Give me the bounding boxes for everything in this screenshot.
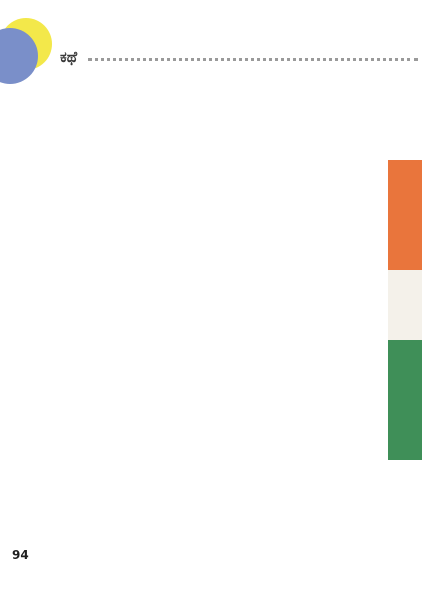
white-band <box>388 270 422 340</box>
corner-decoration <box>0 14 58 90</box>
page-number: 94 <box>12 548 29 562</box>
side-illustration <box>388 160 422 460</box>
orange-band <box>388 160 422 270</box>
header-dotted-rule <box>88 58 418 61</box>
green-band <box>388 340 422 460</box>
section-label: ಕಥೆ <box>60 48 78 66</box>
